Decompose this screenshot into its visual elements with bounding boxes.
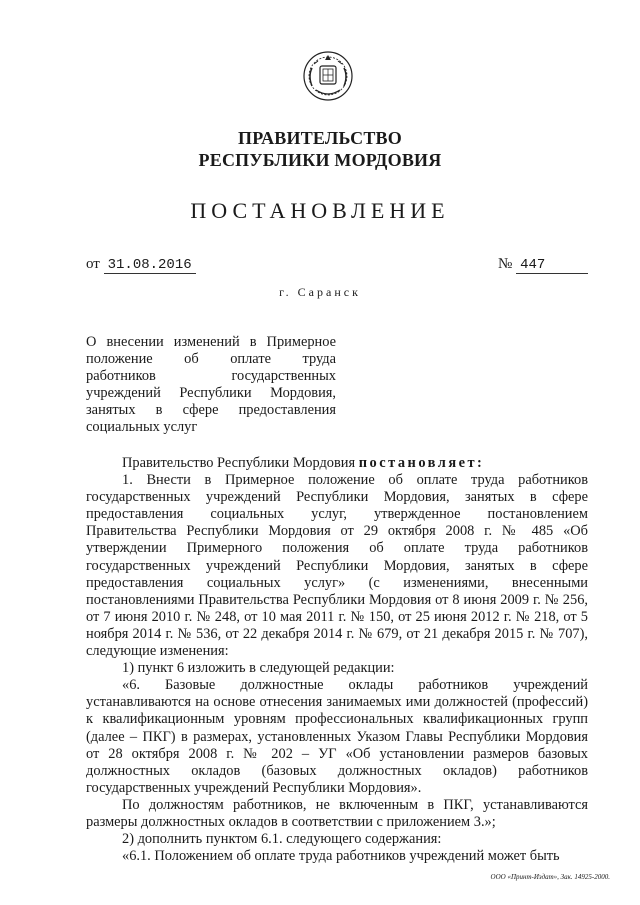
subject-line: положение об оплате труда bbox=[86, 351, 336, 367]
subject-line: учреждений Республики Мордовия, bbox=[86, 385, 336, 401]
paragraph-3: «6. Базовые должностные оклады работников учреждений устанавливаются на основе отнесения занимаемых ими должностей (профессий) к квалификационным уровням профессиональных квалификационных групп (далее – ПКГ) в размерах, установленных Указом Главы Республики Мордовия от 28 октября 2008 г. № 202 – УГ «Об установлении размеров базовых должностных окладов (базовых должностных окладов) работников государственных учреждений Республики Мордовия». bbox=[86, 677, 588, 796]
subject-line: работников государственных bbox=[86, 368, 336, 384]
subject-line: социальных услуг bbox=[86, 419, 198, 435]
printer-note: ООО «Принт-Издат», Зак. 14925-2000. bbox=[490, 873, 610, 881]
decree-word: постановляет: bbox=[358, 455, 485, 471]
document-type: ПОСТАНОВЛЕНИЕ bbox=[190, 198, 450, 223]
number-value: 447 bbox=[516, 257, 588, 274]
republic-emblem-icon bbox=[300, 48, 356, 104]
republic-title: РЕСПУБЛИКИ МОРДОВИЯ bbox=[198, 150, 442, 170]
number-prefix: № bbox=[498, 256, 513, 272]
government-title: ПРАВИТЕЛЬСТВО bbox=[238, 128, 402, 148]
number-field bbox=[498, 256, 588, 274]
paragraph-6: «6.1. Положением об оплате труда работников учреждений может быть bbox=[122, 848, 560, 865]
city-name: г. Саранск bbox=[279, 285, 361, 299]
date-prefix: от bbox=[86, 256, 100, 272]
document-body bbox=[86, 455, 588, 865]
paragraph-4: По должностям работников, не включенным в ПКГ, устанавливаются размеры должностных окладов в соответствии с приложением 3.»; bbox=[86, 796, 588, 830]
intro-paragraph bbox=[86, 455, 588, 472]
paragraph-5: 2) дополнить пунктом 6.1. следующего содержания: bbox=[122, 831, 442, 848]
date-field bbox=[86, 256, 196, 274]
paragraph-2: 1) пункт 6 изложить в следующей редакции: bbox=[122, 660, 395, 677]
date-value: 31.08.2016 bbox=[104, 257, 196, 274]
paragraph-1: 1. Внести в Примерное положение об оплате труда работников государственных учреждений Республики Мордовия, занятых в сфере предоставления социальных услуг, утвержденное постановлением Правительства Республики Мордовия от 29 октября 2008 г. № 485 «Об утверждении Примерного положения об оплате труда работников государственных учреждений Республики Мордовия, занятых в сфере предоставления социальных услуг» (с изменениями, внесенными постановлениями Правительства Республики Мордовия от 8 июня 2009 г. № 256, от 7 июня 2010 г. № 248, от 10 мая 2011 г. № 150, от 25 июня 2012 г. № 218, от 5 ноября 2014 г. № 536, от 22 декабря 2014 г. № 679, от 21 декабря 2015 г. № 707), следующие изменения: bbox=[86, 472, 588, 660]
intro-text: Правительство Республики Мордовия bbox=[122, 455, 359, 471]
subject-line: занятых в сфере предоставления bbox=[86, 402, 336, 418]
subject-line: О внесении изменений в Примерное bbox=[86, 334, 336, 350]
subject-block bbox=[86, 334, 336, 436]
